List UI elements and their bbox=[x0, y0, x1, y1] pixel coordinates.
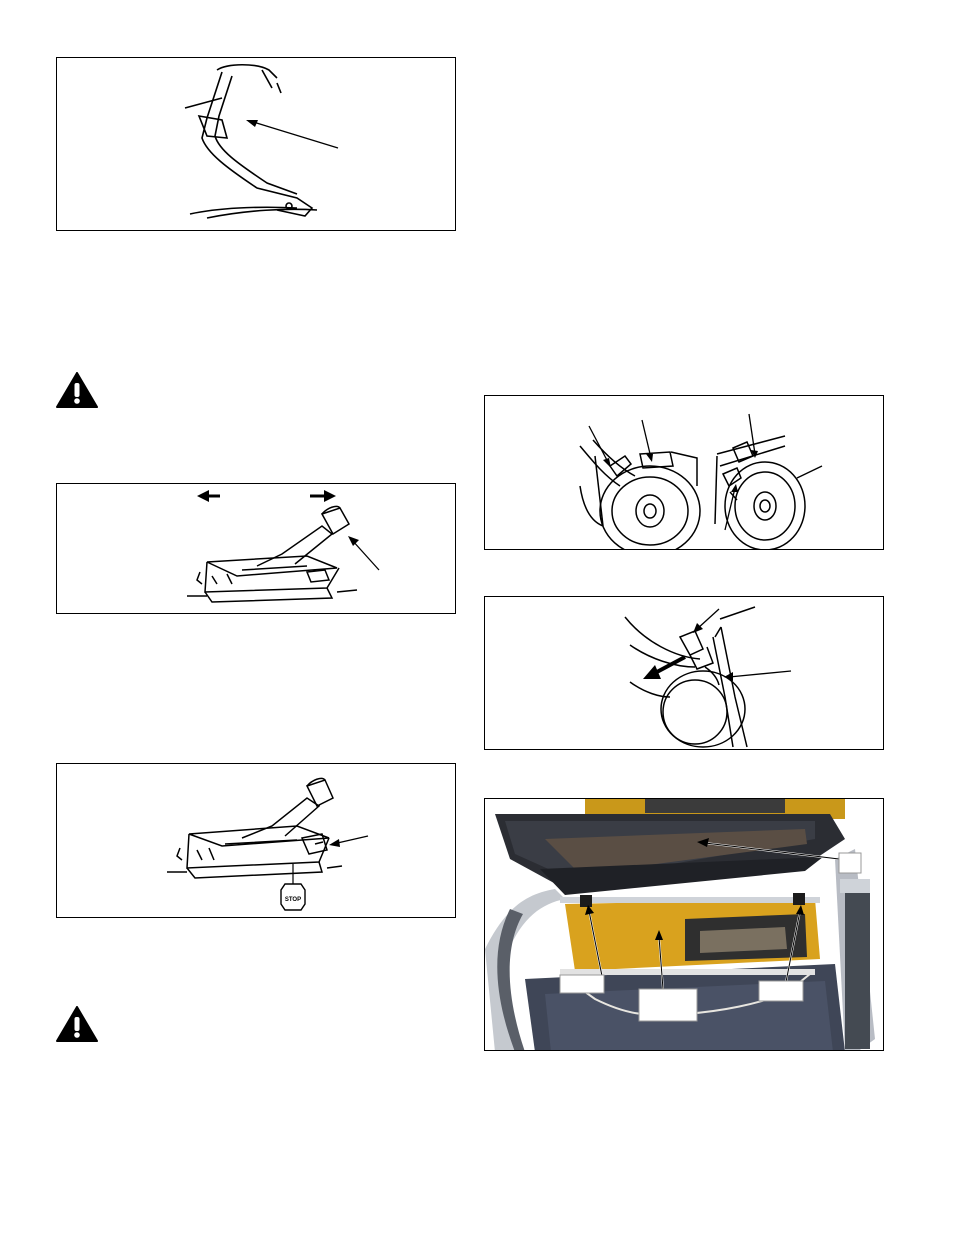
pointer-arrow bbox=[250, 121, 338, 148]
stop-sign-icon bbox=[281, 884, 305, 910]
warning-icon bbox=[56, 372, 98, 408]
arrow-left-icon bbox=[197, 490, 220, 502]
callout-box bbox=[759, 981, 803, 1001]
callout-box bbox=[560, 975, 604, 993]
bagger-photo-figure bbox=[484, 798, 884, 1051]
warning-icon bbox=[56, 1006, 98, 1042]
pointer-arrow bbox=[352, 540, 379, 570]
wheel-release-drawing bbox=[485, 597, 884, 750]
wheel-release-figure bbox=[484, 596, 884, 750]
wheels-drawing bbox=[485, 396, 884, 550]
throttle-drawing bbox=[57, 484, 456, 614]
callout-box bbox=[839, 853, 861, 873]
throttle-control-figure bbox=[56, 483, 456, 614]
stop-position-figure bbox=[56, 763, 456, 918]
handle-drawing bbox=[57, 58, 456, 231]
handle-figure bbox=[56, 57, 456, 231]
wheel-lock-figure bbox=[484, 395, 884, 550]
bagger-photo bbox=[485, 799, 884, 1051]
stop-label: STOP bbox=[284, 897, 302, 903]
stop-drawing bbox=[57, 764, 456, 918]
pull-direction-arrow-icon bbox=[643, 657, 685, 679]
callout-box bbox=[639, 989, 697, 1021]
arrow-right-icon bbox=[310, 490, 336, 502]
